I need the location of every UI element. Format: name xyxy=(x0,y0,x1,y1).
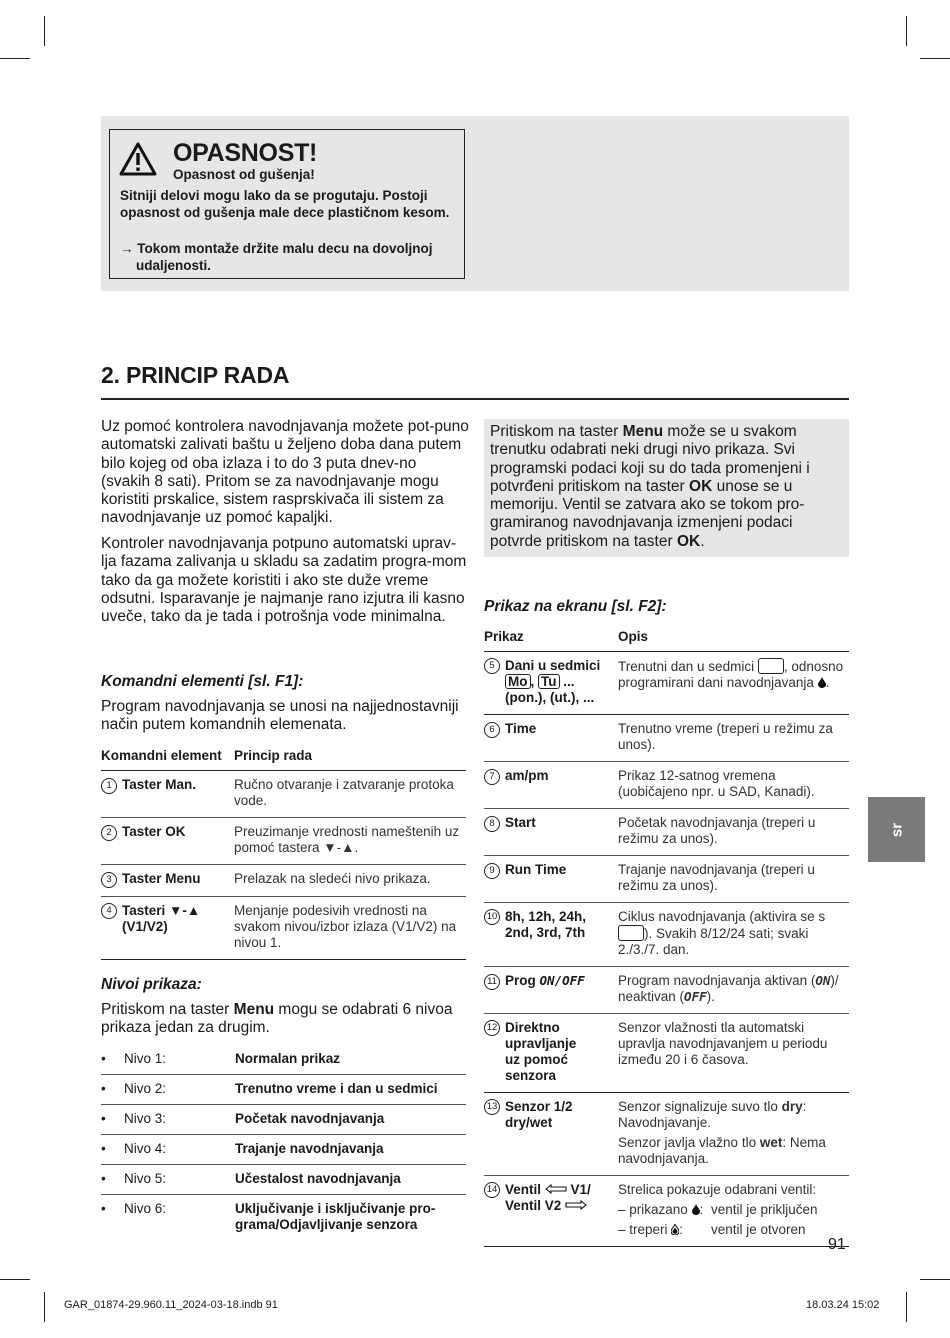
callout-number: 1 xyxy=(101,778,117,794)
footer-date-time: 18.03.24 15:02 xyxy=(806,1299,880,1311)
control-description: Prelazak na sledeći nivo prikaza. xyxy=(234,865,466,897)
display-item-name: Senzor 1/2 dry/wet xyxy=(505,1099,573,1130)
separator: : xyxy=(699,1202,704,1217)
display-item-name: ... xyxy=(563,674,575,689)
callout-number: 2 xyxy=(101,825,117,841)
level-value: Uključivanje i isključivanje pro-grama/Odjavljivanje senzora xyxy=(235,1201,436,1232)
warning-body: Sitniji delovi mogu lako da se progutaju. Postoji opasnost od gušenja male dece plastičnom kesom. xyxy=(120,188,450,220)
list-item xyxy=(101,1135,466,1165)
info-key: OK xyxy=(689,477,713,495)
section-rule xyxy=(101,398,849,400)
table-row xyxy=(484,903,849,967)
control-description: Preuzimanje vrednosti nameštenih uz pomoć tastera ▼-▲. xyxy=(234,818,466,865)
table-row xyxy=(484,715,849,762)
controls-header-function: Princip rada xyxy=(234,748,466,771)
level-label: Nivo 1: xyxy=(124,1051,167,1066)
crop-mark xyxy=(44,1292,45,1322)
warning-title: OPASNOST! xyxy=(173,139,318,167)
callout-number: 11 xyxy=(484,974,500,990)
dry-label: dry xyxy=(781,1099,803,1114)
display-description: – treperi xyxy=(618,1222,668,1237)
display-item-name: Start xyxy=(505,815,536,830)
display-description: Trenutni dan u sedmici xyxy=(618,659,755,674)
warning-step: → Tokom montaže držite malu decu na dovoljnoj udaljenosti. xyxy=(120,241,433,273)
display-item-name: Prog xyxy=(505,973,540,988)
callout-number: 14 xyxy=(484,1182,500,1198)
bullet: • xyxy=(101,1111,106,1126)
crop-mark xyxy=(906,16,907,46)
display-item-name: V1/ xyxy=(570,1182,591,1197)
display-item-name: Dani u sedmici xyxy=(505,658,601,673)
level-value: Učestalost navodnjavanja xyxy=(235,1171,401,1186)
intro-paragraph-1: Uz pomoć kontrolera navodnjavanja možete pot-puno automatski zalivati baštu u željeno doba dana putem bilo kojeg od oba izlaza i to do 3 puta dnev-no (svakih 8 sati). Pritom se za navodnjavanje mogu koristiti prskalice, sistem rasprskivača ili sistem za navodnjavanje uz pomoć kapaljki. xyxy=(101,418,469,527)
control-name: Taster Man. xyxy=(122,777,197,792)
separator: , xyxy=(530,674,535,689)
water-drop-icon xyxy=(692,1204,700,1215)
blank-key-icon xyxy=(618,925,644,941)
callout-number: 6 xyxy=(484,722,500,738)
display-description: Senzor signalizuje suvo tlo xyxy=(618,1099,782,1114)
on-off-segment-text: ON/OFF xyxy=(539,973,585,988)
table-row xyxy=(101,818,466,865)
display-header-display: Prikaz xyxy=(484,629,618,652)
callout-number: 12 xyxy=(484,1020,500,1036)
bullet: • xyxy=(101,1051,106,1066)
bullet: • xyxy=(101,1141,106,1156)
section-title: 2. PRINCIP RADA xyxy=(101,362,290,388)
crop-mark xyxy=(920,58,950,59)
display-description: Trenutno vreme (treperi u režimu za unos). xyxy=(618,715,849,762)
level-label: Nivo 3: xyxy=(124,1111,167,1126)
info-key: OK xyxy=(676,532,701,550)
crop-mark xyxy=(920,1279,950,1280)
level-value: Trenutno vreme i dan u sedmici xyxy=(235,1081,438,1096)
tuesday-key-icon: Tu xyxy=(538,674,560,689)
levels-heading: Nivoi prikaza: xyxy=(101,976,202,993)
controls-intro: Program navodnjavanja se unosi na najjednostavniji način putem komandnih elemenata. xyxy=(101,698,459,734)
info-text: unose se u memoriju. Ventil se zatvara ako se tokom pro-gramiranog navodnjavanja izmenjeni podaci potvrde pritiskom na taster xyxy=(490,477,805,550)
crop-mark xyxy=(0,58,30,59)
levels-intro-text: mogu se odabrati 6 nivoa prikaza jedan za drugim. xyxy=(101,1001,453,1037)
level-value: Trajanje navodnjavanja xyxy=(235,1141,384,1156)
table-row xyxy=(101,897,466,960)
display-item-name: (pon.), (ut.), ... xyxy=(505,690,595,705)
display-description: ventil je priključen xyxy=(711,1202,818,1217)
display-item-name: Run Time xyxy=(505,862,567,877)
display-description: Prikaz 12-satnog vremena (uobičajeno npr. u SAD, Kanadi). xyxy=(618,762,849,809)
display-item-name: Direktno upravljanje uz pomoć senzora xyxy=(505,1020,577,1083)
display-description: Senzor javlja vlažno tlo xyxy=(618,1135,760,1150)
display-table xyxy=(484,629,849,1247)
water-drop-icon xyxy=(818,677,826,688)
language-code: sr xyxy=(888,822,905,837)
footer-file-info: GAR_01874-29.960.11_2024-03-18.indb 91 xyxy=(64,1299,278,1311)
list-item xyxy=(101,1045,466,1075)
display-description: Strelica pokazuje odabrani ventil: xyxy=(618,1182,817,1197)
table-row xyxy=(484,1014,849,1093)
levels-intro-key: Menu xyxy=(233,1001,275,1018)
table-row xyxy=(484,762,849,809)
display-item-name: 8h, 12h, 24h, 2nd, 3rd, 7th xyxy=(505,909,587,940)
page-number: 91 xyxy=(828,1236,846,1253)
level-label: Nivo 2: xyxy=(124,1081,167,1096)
bullet: • xyxy=(101,1201,106,1216)
levels-intro-text: Pritiskom na taster xyxy=(101,1001,234,1018)
info-key: Menu xyxy=(622,423,664,440)
display-header-description: Opis xyxy=(618,629,849,652)
info-text: . xyxy=(700,532,705,550)
display-heading: Prikaz na ekranu [sl. F2]: xyxy=(484,598,667,615)
table-row xyxy=(484,1176,849,1247)
control-name: Taster Menu xyxy=(122,871,201,886)
list-item xyxy=(101,1105,466,1135)
display-item-name: am/pm xyxy=(505,768,549,783)
level-value: Normalan prikaz xyxy=(235,1051,341,1066)
callout-number: 8 xyxy=(484,816,500,832)
list-item xyxy=(101,1075,466,1105)
table-row xyxy=(484,856,849,903)
callout-number: 7 xyxy=(484,769,500,785)
display-description: Početak navodnjavanja (treperi u režimu za unos). xyxy=(618,809,849,856)
language-tab xyxy=(868,797,925,862)
display-description: ). Svakih 8/12/24 sati; svaki 2./3./7. dan. xyxy=(618,926,809,957)
table-row xyxy=(101,771,466,818)
off-segment-text: OFF xyxy=(684,989,707,1004)
arrow-right-icon xyxy=(565,1200,587,1210)
table-row xyxy=(484,652,849,715)
table-row xyxy=(101,865,466,897)
warning-subtitle: Opasnost od gušenja! xyxy=(173,167,315,182)
arrow-left-icon xyxy=(545,1184,567,1194)
display-item-name: Ventil V2 xyxy=(505,1198,562,1213)
display-description: ventil je otvoren xyxy=(711,1222,806,1237)
display-description: ). xyxy=(706,989,715,1004)
control-name: Taster OK xyxy=(122,824,186,839)
controls-header-element: Komandni element xyxy=(101,748,234,771)
callout-number: 4 xyxy=(101,903,117,919)
levels-intro xyxy=(101,1001,469,1038)
controls-heading: Komandni elementi [sl. F1]: xyxy=(101,673,304,690)
display-description: Ciklus navodnjavanja (aktivira se s xyxy=(618,909,826,924)
table-row xyxy=(484,809,849,856)
display-description: Senzor vlažnosti tla automatski upravlja navodnjavanjem u periodu između 20 i 6 časova. xyxy=(618,1014,849,1093)
level-label: Nivo 6: xyxy=(124,1201,167,1216)
callout-number: 9 xyxy=(484,863,500,879)
blank-key-icon xyxy=(758,658,784,674)
display-description: )/ neaktivan ( xyxy=(618,973,839,1004)
monday-key-icon: Mo xyxy=(505,674,531,689)
display-item-name: Time xyxy=(505,721,537,736)
table-row xyxy=(484,967,849,1014)
level-label: Nivo 5: xyxy=(124,1171,167,1186)
table-row xyxy=(484,1093,849,1176)
control-description: Ručno otvaranje i zatvaranje protoka vode. xyxy=(234,771,466,818)
display-description: : Navodnjavanje. xyxy=(618,1099,807,1130)
levels-list xyxy=(101,1045,466,1240)
warning-triangle-icon xyxy=(119,142,157,176)
info-text: može se u svakom trenutku odabrati neki drugi nivo prikaza. Svi programski podaci koji su do tada promenjeni i potvrđeni pritiskom na taster xyxy=(490,423,810,495)
list-item xyxy=(101,1195,466,1240)
control-name: Tasteri ▼-▲ (V1/V2) xyxy=(122,903,201,934)
bullet: • xyxy=(101,1171,106,1186)
crop-mark xyxy=(906,1292,907,1322)
crop-mark xyxy=(0,1279,30,1280)
list-item xyxy=(101,1165,466,1195)
info-text: Pritiskom na taster xyxy=(490,423,623,440)
display-item-name: Ventil xyxy=(505,1182,542,1197)
on-segment-text: ON xyxy=(815,973,831,988)
level-label: Nivo 4: xyxy=(124,1141,167,1156)
display-description: Program navodnjavanja aktivan ( xyxy=(618,973,816,988)
callout-number: 3 xyxy=(101,872,117,888)
callout-number: 5 xyxy=(484,658,500,674)
bullet: • xyxy=(101,1081,106,1096)
callout-number: 10 xyxy=(484,909,500,925)
display-description: : Nema navodnjavanja. xyxy=(618,1135,826,1166)
separator: : xyxy=(679,1222,684,1237)
intro-paragraph-2: Kontroler navodnjavanja potpuno automatski uprav-lja fazama zalivanja u skladu sa zadatim progra-mom tako da ga možete koristiti i ako ste duže vreme odsutni. Isparavanje je najmanje rano izjutra ili kasno uveče, tako da je tada i potrošnja vode minimalna. xyxy=(101,535,467,626)
wet-label: wet xyxy=(759,1135,783,1150)
warning-box xyxy=(109,129,465,279)
display-description: . xyxy=(825,675,830,690)
level-value: Početak navodnjavanja xyxy=(235,1111,385,1126)
control-description: Menjanje podesivih vrednosti na svakom nivou/izbor izlaza (V1/V2) na nivou 1. xyxy=(234,897,466,960)
controls-table xyxy=(101,748,466,960)
display-description: Trajanje navodnjavanja (treperi u režimu za unos). xyxy=(618,856,849,903)
info-box xyxy=(484,419,849,557)
display-description: – prikazano xyxy=(618,1202,688,1217)
callout-number: 13 xyxy=(484,1099,500,1115)
display-description: , odnosno programirani dani navodnjavanja xyxy=(618,659,844,690)
crop-mark xyxy=(44,16,45,46)
